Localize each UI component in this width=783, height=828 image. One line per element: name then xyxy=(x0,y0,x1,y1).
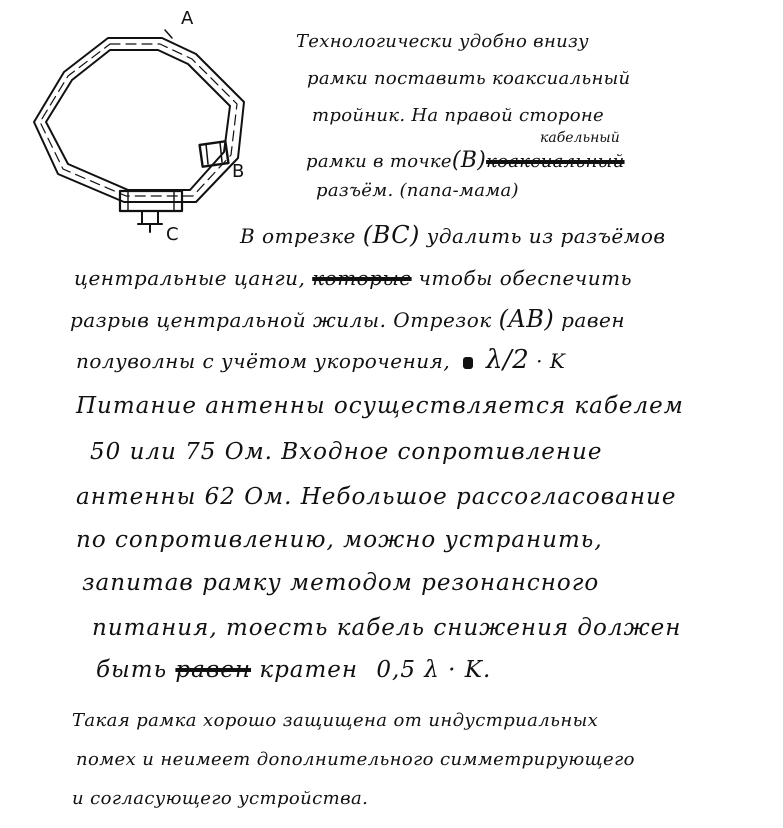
segment-line-4-end: · K xyxy=(536,349,566,373)
segment-line-3-start: разрыв центральной жилы. Отрезок xyxy=(70,308,492,332)
segment-struck-word: которые xyxy=(312,266,412,290)
intro-struck-word: коаксиальный xyxy=(486,151,625,172)
segment-ab-label: (AB) xyxy=(498,305,555,333)
feeding-line-7-mid: кратен xyxy=(259,657,359,683)
scribble-mark xyxy=(463,357,473,369)
segment-line-3 xyxy=(70,307,625,331)
intro-inserted-word: кабельный xyxy=(540,130,620,146)
intro-line-4-start: рамки в точке xyxy=(306,151,452,172)
loop-outer-edge xyxy=(34,38,244,202)
feeding-line-5: запитав рамку методом резонансного xyxy=(82,570,600,596)
segment-line-1-start: В отрезке xyxy=(240,224,356,248)
segment-line-1-end: удалить из разъёмов xyxy=(426,224,666,248)
point-label-b: B xyxy=(232,161,245,182)
lambda-half-fraction: λ/2 xyxy=(485,345,530,375)
segment-line-2-start: центральные цанги, xyxy=(74,266,306,290)
intro-line-4 xyxy=(306,150,625,172)
intro-point-b: (B) xyxy=(451,148,487,173)
conclusion-line-3: и согласующего устройства. xyxy=(72,788,369,809)
segment-line-4 xyxy=(76,347,565,373)
segment-line-2-end: чтобы обеспечить xyxy=(418,266,632,290)
intro-line-2: рамки поставить коаксиальный xyxy=(307,68,631,89)
feeding-line-2: 50 или 75 Ом. Входное сопротивление xyxy=(90,439,603,465)
intro-line-3: тройник. На правой стороне xyxy=(312,105,604,126)
feeding-line-1: Питание антенны осуществляется кабелем xyxy=(76,393,684,419)
conclusion-line-1: Такая рамка хорошо защищена от индустриальных xyxy=(72,710,599,731)
feeding-struck-word: равен xyxy=(175,657,252,683)
loop-antenna-diagram xyxy=(0,0,260,250)
feeding-line-3: антенны 62 Ом. Небольшое рассогласование xyxy=(76,484,677,510)
feeding-line-7 xyxy=(96,659,491,682)
tee-stub xyxy=(142,211,158,224)
segment-bc-label: (BC) xyxy=(362,221,420,249)
feeding-line-4: по сопротивлению, можно устранить, xyxy=(76,527,603,553)
conclusion-line-2: помех и неимеет дополнительного симметрирующего xyxy=(76,749,635,770)
feeding-line-6: питания, тоесть кабель снижения должен xyxy=(92,615,682,641)
point-label-a: A xyxy=(181,8,194,29)
feeding-line-7-start: быть xyxy=(96,657,168,683)
intro-line-5: разъём. (папа-мама) xyxy=(316,180,519,201)
segment-line-3-end: равен xyxy=(561,308,626,332)
segment-line-2 xyxy=(74,268,632,288)
segment-line-4-start: полуволны с учётом укорочения, xyxy=(76,349,451,373)
segment-line-1 xyxy=(240,223,666,247)
point-label-c: C xyxy=(166,224,179,245)
intro-line-1: Технологически удобно внизу xyxy=(296,31,589,52)
feeding-line-7-value: 0,5 λ · K. xyxy=(376,657,492,683)
